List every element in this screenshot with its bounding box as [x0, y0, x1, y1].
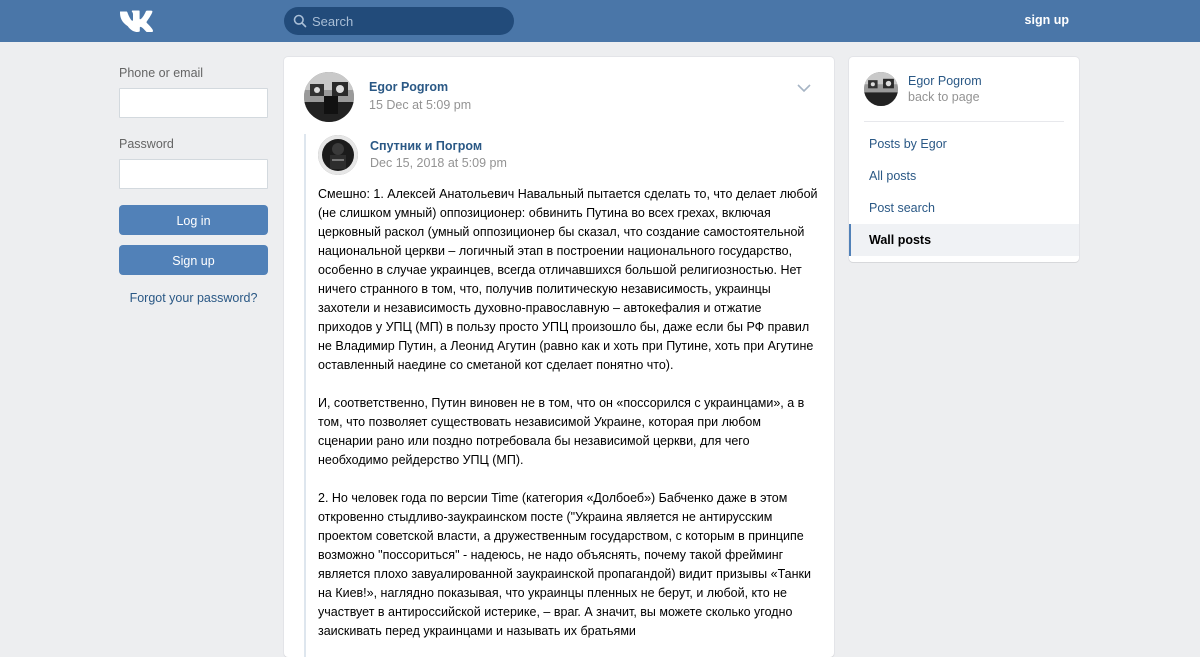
wall-post — [284, 57, 834, 657]
password-field[interactable] — [119, 159, 268, 189]
post-paragraph: И, соответственно, Путин виновен не в том, что он «поссорился с украинцами», а в том, что позволяет существовать независимой Украине, которая при любом сценарии рано или поздно потребовала бы независимой церкви, для чего необходимо рейдерство УПЦ (МП). — [318, 396, 805, 467]
repost-date[interactable]: Dec 15, 2018 at 5:09 pm — [370, 156, 507, 170]
owner-avatar[interactable] — [864, 72, 898, 106]
post-paragraph: Смешно: 1. Алексей Анатольевич Навальный пытается сделать то, что делает любой (не слишком умный) оппозиционер: обвинить Путина во всех грехах, включая церковный раскол (умный оппозиционер бы сказал, что создание самостоятельной национальной церкви – логичный этап в построении национального государство, особенно в случае украинцев, всегда отличавшихся большой религиозностью. Нет ничего странного в том, что, получив политическую независимость, украинцы захотели и независимость духовно-православную – автокефалия и отжатие приходов у УПЦ (МП) в пользу просто УПЦ произошло бы, даже если бы РФ правил не Владимир Путин, а Леонид Агутин (равно как и хоть при Путине, хоть при Агутине оставленный наедине со сметаной кот сделает понятно что). — [318, 187, 818, 372]
post-paragraph: 2. Но человек года по версии Time (категория «Долбоеб») Бабченко даже в этом откровенно стыдливо-заукраинском посте ("Украина является не антирусским проектом советской власти, а дружественным государством, с которым в принципе возможно "поссориться" - надеюсь, не надо объяснять, почему такой фрейминг является плохо завуалированной заукраинской пропагандой) видит призывы «Танки на Киев!», наглядно показывая, что украинцы пленных не берут, и любой, кто не участвует в антироссийской истерике, – враг. А значит, вы можете сколько угодно заискивать перед украинцами и называть их братьями — [318, 491, 811, 638]
phone-field[interactable] — [119, 88, 268, 118]
login-panel — [119, 66, 268, 305]
forgot-password-link[interactable]: Forgot your password? — [129, 291, 258, 305]
repost-avatar-image — [318, 135, 358, 175]
repost-author-name[interactable]: Спутник и Погром — [370, 139, 483, 153]
wall-sidebar — [849, 57, 1079, 262]
owner-name[interactable]: Egor Pogrom — [908, 74, 982, 88]
chevron-down-icon[interactable] — [797, 83, 811, 93]
menu-item-post-search[interactable]: Post search — [869, 201, 936, 215]
post-author-name[interactable]: Egor Pogrom — [369, 80, 449, 94]
vk-logo-icon[interactable] — [119, 9, 153, 33]
repost-indicator-bar — [304, 134, 306, 657]
login-button[interactable]: Log in — [119, 205, 268, 235]
search-input[interactable] — [312, 7, 507, 35]
menu-item-wall-posts[interactable]: Wall posts — [849, 224, 1079, 256]
repost-avatar[interactable] — [318, 135, 358, 175]
menu-item-all-posts[interactable]: All posts — [869, 169, 917, 183]
password-label: Password — [119, 137, 174, 151]
author-avatar[interactable] — [304, 72, 354, 122]
sidebar-menu — [849, 128, 1079, 256]
search-bar[interactable] — [284, 7, 514, 35]
author-avatar-image — [304, 72, 354, 122]
signup-button[interactable]: Sign up — [119, 245, 268, 275]
post-date[interactable]: 15 Dec at 5:09 pm — [369, 98, 472, 112]
owner-avatar-image — [864, 72, 898, 106]
search-icon — [293, 14, 307, 28]
phone-label: Phone or email — [119, 66, 204, 80]
top-bar — [0, 0, 1200, 42]
menu-item-posts-by-owner[interactable]: Posts by Egor — [869, 137, 947, 151]
sidebar-divider — [864, 121, 1064, 122]
back-to-page-link[interactable]: back to page — [908, 90, 980, 104]
post-text — [318, 185, 818, 657]
header-signup-link[interactable]: sign up — [1024, 13, 1069, 27]
